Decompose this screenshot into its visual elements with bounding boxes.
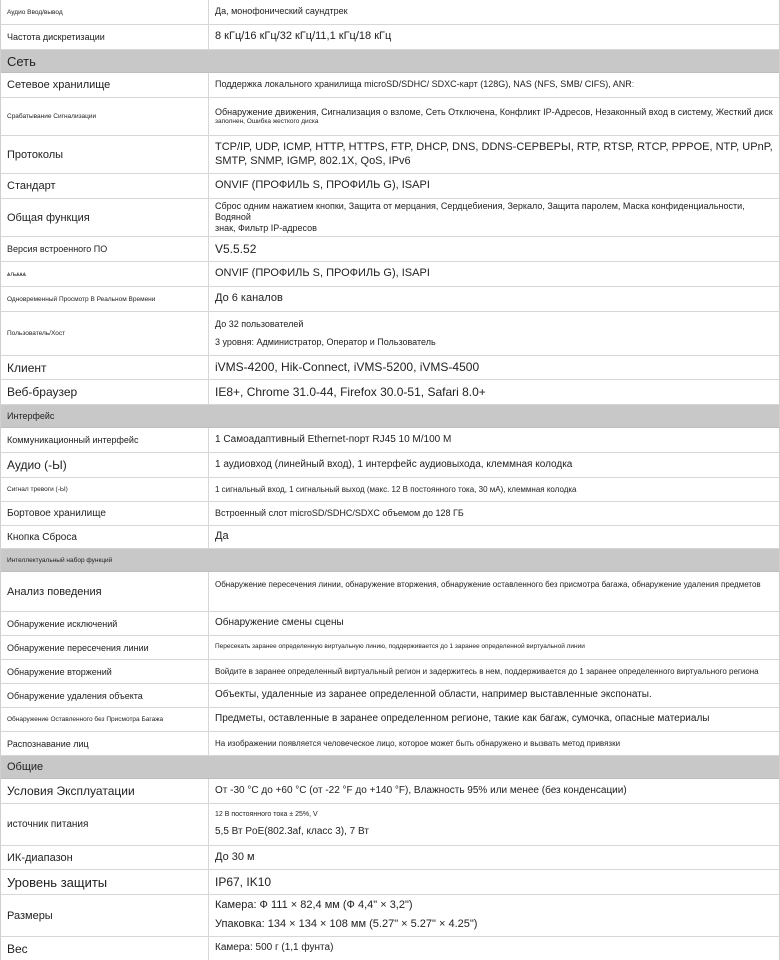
spec-key: Версия встроенного ПО: [1, 237, 209, 261]
spec-value: Да: [215, 530, 229, 543]
spec-key: источник питания: [1, 804, 209, 845]
spec-row: [1, 660, 779, 684]
spec-key: Распознавание лиц: [1, 732, 209, 755]
spec-value: TCP/IP, UDP, ICMP, HTTP, HTTPS, FTP, DHCP, DNS, DDNS-СЕРВЕРЫ, RTP, RTSP, RTCP, PPPOE, NTP, UPnP, SMTP, SNMP, IGMP, 802.1X, QoS, IPv6: [215, 140, 773, 167]
spec-value: Обнаружение движения, Сигнализация о взломе, Сеть Отключена, Конфликт IP-Адресов, Незаконный вход в систему, Жесткий диск заполнен, Ошибка жесткого диска: [215, 106, 773, 126]
spec-row: [1, 870, 779, 895]
spec-key: Размеры: [1, 895, 209, 936]
spec-key: Аудио Ввод/вывод: [1, 0, 209, 24]
spec-value: От -30 °C до +60 °C (от -22 °F до +140 °F), Влажность 95% или менее (без конденсации): [215, 784, 627, 796]
spec-row: [1, 174, 779, 199]
spec-value: На изображении появляется человеческое лицо, которое может быть обнаружено и вызвать метод привязки: [215, 738, 621, 748]
spec-row: [1, 684, 779, 708]
spec-key: Общая функция: [1, 199, 209, 236]
spec-row: [1, 380, 779, 405]
spec-row: [1, 428, 779, 453]
spec-key: Веб-браузер: [1, 380, 209, 404]
spec-row: [1, 237, 779, 262]
spec-row: [1, 732, 779, 756]
spec-key: Бортовое хранилище: [1, 502, 209, 525]
spec-key: Условия Эксплуатации: [1, 779, 209, 803]
spec-value: ONVIF (ПРОФИЛЬ S, ПРОФИЛЬ G), ISAPI: [215, 179, 430, 192]
spec-value: Войдите в заранее определенный виртуальный регион и задержитесь в нем, поддерживается до 1 заранее определенного виртуального региона: [215, 666, 759, 676]
spec-value: Камера: 500 г (1,1 фунта): [215, 942, 334, 954]
spec-row: [1, 73, 779, 98]
spec-value: ONVIF (ПРОФИЛЬ S, ПРОФИЛЬ G), ISAPI: [215, 267, 430, 280]
spec-key: Вес: [1, 937, 209, 960]
spec-row: [1, 287, 779, 312]
spec-value: До 6 каналов: [215, 292, 283, 305]
section-header-interface: Интерфейс: [1, 405, 779, 428]
spec-key: ѧљѧѧѧ: [1, 262, 209, 286]
spec-value: Встроенный слот microSD/SDHC/SDXC объемом до 128 ГБ: [215, 507, 464, 518]
spec-row: [1, 25, 779, 50]
spec-row: [1, 779, 779, 804]
spec-value: Пересекать заранее определенную виртуальную линию, поддерживается до 1 заранее определенной виртуальной линии: [215, 643, 585, 651]
spec-row: [1, 636, 779, 660]
spec-row: [1, 199, 779, 237]
spec-value: До 30 м: [215, 850, 255, 863]
spec-row: [1, 502, 779, 526]
spec-value: Камера: Ф 111 × 82,4 мм (Ф 4,4" × 3,2") Упаковка: 134 × 134 × 108 мм (5.27" × 5.27" × 4.25"): [215, 899, 478, 930]
spec-value: 1 Самоадаптивный Ethernet-порт RJ45 10 M/100 M: [215, 433, 452, 445]
spec-key: Обнаружение пересечения линии: [1, 636, 209, 659]
spec-key: Сигнал тревоги (-Ы): [1, 478, 209, 501]
spec-value: Предметы, оставленные в заранее определенном регионе, такие как багаж, сумочка, опасные материалы: [215, 713, 710, 725]
spec-row: [1, 0, 779, 25]
spec-value: IP67, IK10: [215, 874, 272, 889]
spec-row: [1, 572, 779, 612]
spec-key: Обнаружение вторжений: [1, 660, 209, 683]
section-header-smart: Интеллектуальный набор функций: [1, 549, 779, 572]
spec-key: Сетевое хранилище: [1, 73, 209, 97]
spec-row: [1, 526, 779, 549]
section-header-general: Общие: [1, 756, 779, 779]
spec-row: [1, 708, 779, 732]
spec-key: Аудио (-Ы): [1, 453, 209, 477]
spec-key: Одновременный Просмотр В Реальном Времени: [1, 287, 209, 311]
spec-row: [1, 612, 779, 636]
spec-key: Обнаружение Оставленного без Присмотра Багажа: [1, 708, 209, 731]
spec-key: Коммуникационный интерфейс: [1, 428, 209, 452]
spec-row: [1, 453, 779, 478]
spec-value: 12 В постоянного тока ± 25%, V 5,5 Вт PoE(802.3af, класс 3), 7 Вт: [215, 810, 369, 837]
spec-key: Пользователь/Хост: [1, 312, 209, 355]
spec-row: [1, 262, 779, 287]
spec-key: Обнаружение исключений: [1, 612, 209, 635]
spec-value: Сброс одним нажатием кнопки, Защита от мерцания, Сердцебиения, Зеркало, Защита паролем, Маска конфиденциальности, Водяной знак, Фильтр IP-адресов: [215, 200, 745, 234]
spec-row: [1, 478, 779, 502]
spec-row: [1, 846, 779, 870]
spec-row: [1, 312, 779, 356]
spec-row: [1, 804, 779, 846]
spec-value: 8 кГц/16 кГц/32 кГц/11,1 кГц/18 кГц: [215, 30, 392, 43]
spec-value: iVMS-4200, Hik-Connect, iVMS-5200, iVMS-4500: [215, 360, 480, 374]
section-header-network: Сеть: [1, 50, 779, 73]
spec-key: Срабатывание Сигнализации: [1, 98, 209, 135]
spec-value: Поддержка локального хранилища microSD/SDHC/ SDXC-карт (128G), NAS (NFS, SMB/ CIFS), ANRː: [215, 79, 635, 90]
spec-row: [1, 937, 779, 960]
spec-value: Обнаружение смены сцены: [215, 617, 344, 629]
spec-row: [1, 136, 779, 174]
spec-key: Стандарт: [1, 174, 209, 198]
spec-key: Протоколы: [1, 136, 209, 173]
spec-value: Обнаружение пересечения линии, обнаружение вторжения, обнаружение оставленного без присмотра багажа, обнаружение удаления предметов: [215, 580, 761, 589]
spec-key: Анализ поведения: [1, 572, 209, 611]
spec-key: ИК-диапазон: [1, 846, 209, 869]
spec-row: [1, 356, 779, 380]
spec-key: Уровень защиты: [1, 870, 209, 894]
spec-row: [1, 895, 779, 937]
spec-value: 1 аудиовход (линейный вход), 1 интерфейс аудиовыхода, клеммная колодка: [215, 458, 573, 470]
spec-row: [1, 98, 779, 136]
spec-value: 1 сигнальный вход, 1 сигнальный выход (макс. 12 В постоянного тока, 30 мА), клеммная колодка: [215, 484, 577, 494]
spec-value: До 32 пользователей 3 уровня: Администратор, Оператор и Пользователь: [215, 319, 436, 347]
spec-value: V5.5.52: [215, 241, 257, 256]
spec-key: Обнаружение удаления объекта: [1, 684, 209, 707]
spec-value: IE8+, Chrome 31.0-44, Firefox 30.0-51, Safari 8.0+: [215, 384, 486, 399]
spec-key: Кнопка Сброса: [1, 526, 209, 548]
spec-key: Клиент: [1, 356, 209, 379]
spec-value: Да, монофонический саундтрек: [215, 6, 348, 17]
spec-key: Частота дискретизации: [1, 25, 209, 49]
spec-value: Объекты, удаленные из заранее определенной области, например выставленные экспонаты.: [215, 689, 652, 701]
